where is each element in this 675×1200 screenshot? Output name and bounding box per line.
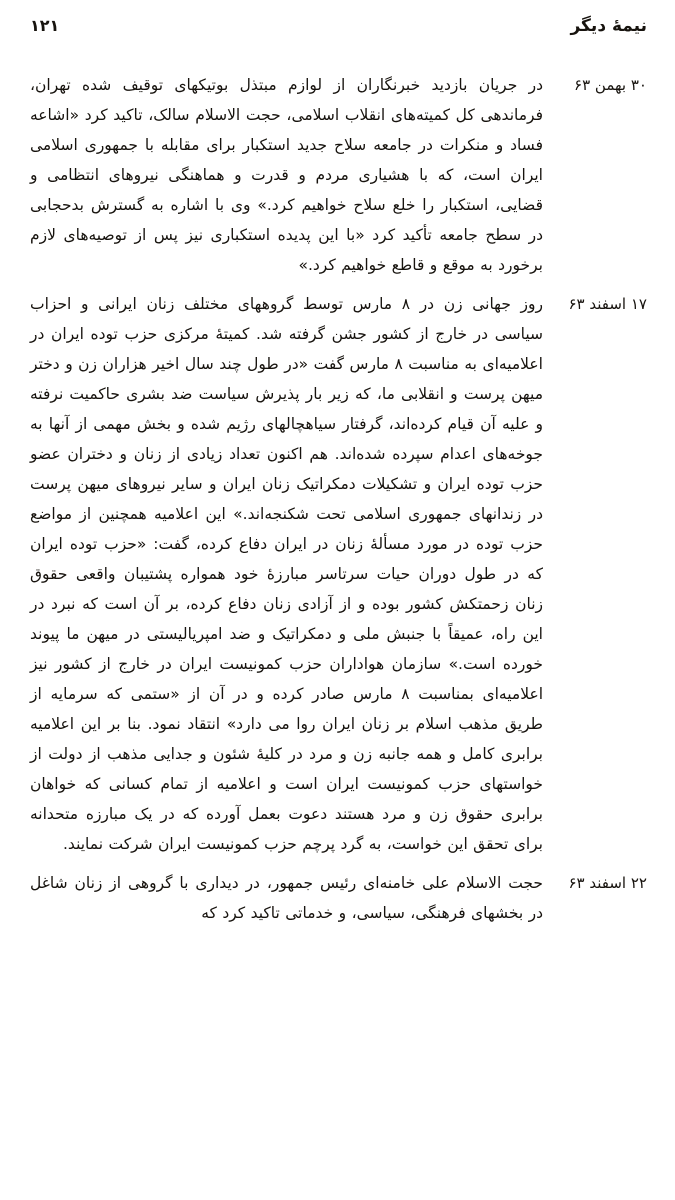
chronicle-entries xyxy=(30,70,647,928)
entry-date: ۲۲ اسفند ۶۳ xyxy=(568,874,647,892)
chronicle-entry xyxy=(30,70,647,280)
chronicle-entry xyxy=(30,289,647,859)
entry-date: ۱۷ اسفند ۶۳ xyxy=(568,295,647,313)
chronicle-entry xyxy=(30,868,647,928)
page-number: ۱۲۱ xyxy=(30,16,60,35)
entry-date: ۳۰ بهمن ۶۳ xyxy=(574,76,647,94)
entry-text: حجت الاسلام علی خامنه‌ای رئیس جمهور، در دیداری با گروهی از زنان شاغل در بخشهای فرهنگی، سیاسی، و خدماتی تاکید کرد که xyxy=(30,874,543,922)
entry-text: در جریان بازدید خبرنگاران از لوازم مبتذل بوتیکهای توقیف شده تهران، فرماندهی کل کمیته‌های انقلاب اسلامی، حجت الاسلام سالک، تاکید کرد «اشاعه فساد و منکرات در جامعه سلاح جدید استکبار برای مقابله با جمهوری اسلامی ایران است، که با هشیاری مردم و قدرت و هماهنگی نیروهای انتظامی و قضایی، استکبار را خلع سلاح خواهیم کرد.» وی با اشاره به گسترش بدحجابی در سطح جامعه تأکید کرد «با این پدیده استکباری نیز پس از توصیه‌های لازم برخورد به موقع و قاطع خواهیم کرد.» xyxy=(30,76,543,274)
page-header xyxy=(30,16,647,36)
entry-text: روز جهانی زن در ۸ مارس توسط گروههای مختلف زنان ایرانی و احزاب سیاسی در خارج از کشور جشن گرفته شد. کمیتهٔ مرکزی حزب توده ایران در اعلامیه‌ای به مناسبت ۸ مارس گفت «در طول چند سال اخیر هزاران زن و دختر میهن پرست و انقلابی ما، که زیر بار پذیرش سیاست ضد بشری حاکمیت نرفته و علیه آن قیام کرده‌اند، گرفتار سیاهچالهای رژیم شده و بخش مهمی از آنها به جوخه‌های اعدام سپرده شده‌اند. هم اکنون تعداد زیادی از زنان و دختران عضو حزب توده ایران و تشکیلات دمکراتیک زنان ایران و سایر نیروهای میهن پرست در زندانهای جمهوری اسلامی تحت شکنجه‌اند.» این اعلامیه همچنین از مواضع حزب توده در مورد مسألهٔ زنان در ایران دفاع کرده، گفت: «حزب توده ایران که در طول دوران حیات سرتاسر مبارزهٔ خود همواره پشتیبان واقعی حقوق زنان زحمتکش کشور بوده و از آزادی زنان دفاع کرده، بر آن است که نبرد در این راه، عمیقاً با جنبش ملی و دمکراتیک و ضد امپریالیستی در میهن ما پیوند خورده است.» سازمان هواداران حزب کمونیست ایران در خارج از کشور نیز اعلامیه‌ای بمناسبت ۸ مارس صادر کرده و در آن از «ستمی که سرمایه از طریق مذهب اسلام بر زنان ایران روا می دارد» انتقاد نمود. بنا بر این اعلامیه برابری کامل و همه جانبه زن و مرد در کلیهٔ شئون و جدایی مذهب از دولت از خواستهای حزب کمونیست ایران است و اعلامیه از تمام کسانی که خواهان برابری حقوق زن و مرد هستند دعوت بعمل آورده که در یک مبارزه متحدانه برای تحقق این خواست، به گرد پرچم حزب کمونیست ایران شرکت نمایند. xyxy=(30,295,544,853)
journal-title: نیمهٔ دیگر xyxy=(570,16,647,36)
